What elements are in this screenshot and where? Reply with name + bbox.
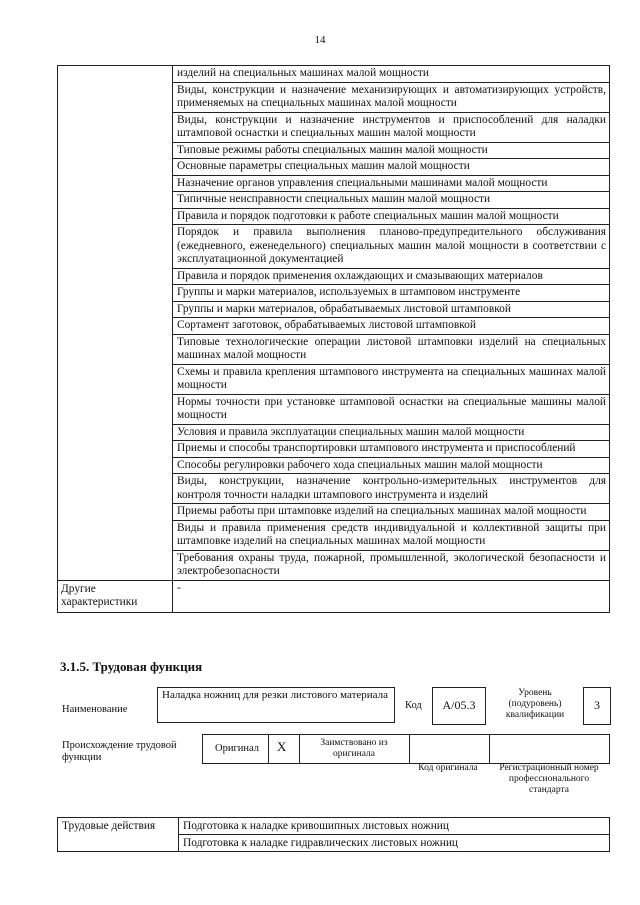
- action-item: Подготовка к наладке кривошипных листовых ножниц: [179, 818, 610, 835]
- origin-box: [202, 734, 610, 764]
- function-name-value: Наладка ножниц для резки листового материала: [157, 687, 395, 723]
- table-row: [58, 580, 610, 612]
- original-mark: X: [277, 739, 287, 754]
- actions-table: [57, 817, 610, 852]
- name-label: Наименование: [62, 704, 128, 715]
- requirement-item: Типичные неисправности специальных машин малой мощности: [173, 192, 610, 209]
- requirements-table: [57, 65, 610, 613]
- code-label: Код: [405, 700, 422, 711]
- requirement-item: Правила и порядок применения охлаждающих и смазывающих материалов: [173, 268, 610, 285]
- requirement-item: Типовые технологические операции листовой штамповки изделий на специальных машинах малой мощности: [173, 334, 610, 364]
- origin-label: Происхождение трудовой функции: [62, 740, 177, 763]
- page-number: 14: [314, 34, 326, 46]
- requirement-item: Сортамент заготовок, обрабатываемых листовой штамповкой: [173, 318, 610, 335]
- actions-label: Трудовые действия: [58, 818, 179, 852]
- requirement-item: Приемы работы при штамповке изделий на специальных машинах малой мощности: [173, 504, 610, 521]
- requirement-item: Виды, конструкции, назначение контрольно-измерительных инструментов для контроля точности наладки штампового инструмента и изделий: [173, 474, 610, 504]
- requirement-item: изделий на специальных машинах малой мощности: [173, 66, 610, 83]
- requirement-item: Типовые режимы работы специальных машин малой мощности: [173, 142, 610, 159]
- requirement-item: Способы регулировки рабочего хода специальных машин малой мощности: [173, 457, 610, 474]
- requirement-item: Порядок и правила выполнения планово-предупредительного обслуживания (ежедневного, еженедельного) специальных машин малой мощности в соответствии с эксплуатационной документацией: [173, 225, 610, 269]
- requirement-item: Условия и правила эксплуатации специальных машин малой мощности: [173, 424, 610, 441]
- requirement-item: Виды и правила применения средств индивидуальной и коллективной защиты при штамповке изделий на специальных машинах малой мощности: [173, 520, 610, 550]
- requirement-item: Назначение органов управления специальными машинами малой мощности: [173, 175, 610, 192]
- table-row: [58, 66, 610, 83]
- requirement-item: Приемы и способы транспортировки штампового инструмента и приспособлений: [173, 441, 610, 458]
- requirement-item: Требования охраны труда, пожарной, промышленной, экологической безопасности и электробезопасности: [173, 550, 610, 580]
- requirement-item: Виды, конструкции и назначение механизирующих и автоматизирующих устройств, применяемых на специальных машинах малой мощности: [173, 82, 610, 112]
- level-value: 3: [583, 687, 611, 725]
- table-row: [58, 818, 610, 835]
- original-label: Оригинал: [215, 743, 259, 754]
- requirement-item: Группы и марки материалов, используемых в штамповом инструменте: [173, 285, 610, 302]
- function-code-value: A/05.3: [432, 687, 486, 725]
- code-original-label: Код оригинала: [418, 763, 478, 773]
- other-characteristics-label: Другие характеристики: [58, 580, 173, 612]
- other-characteristics-value: -: [173, 580, 610, 612]
- section-title: 3.1.5. Трудовая функция: [60, 659, 203, 674]
- borrowed-label: Заимствовано из оригинала: [320, 738, 388, 759]
- requirement-item: Виды, конструкции и назначение инструментов и приспособлений для наладки штамповой оснастки и специальных машин малой мощности: [173, 112, 610, 142]
- requirement-item: Схемы и правила крепления штампового инструмента на специальных машинах малой мощности: [173, 364, 610, 394]
- action-item: Подготовка к наладке гидравлических листовых ножниц: [179, 835, 610, 852]
- requirements-label-cell: [58, 66, 173, 581]
- requirement-item: Нормы точности при установке штамповой оснастки на специальные машины малой мощности: [173, 394, 610, 424]
- requirement-item: Группы и марки материалов, обрабатываемых листовой штамповкой: [173, 301, 610, 318]
- reg-number-label: Регистрационный номер профессионального стандарта: [499, 763, 599, 795]
- level-label: Уровень (подуровень) квалификации: [505, 688, 565, 720]
- requirement-item: Основные параметры специальных машин малой мощности: [173, 159, 610, 176]
- requirement-item: Правила и порядок подготовки к работе специальных машин малой мощности: [173, 208, 610, 225]
